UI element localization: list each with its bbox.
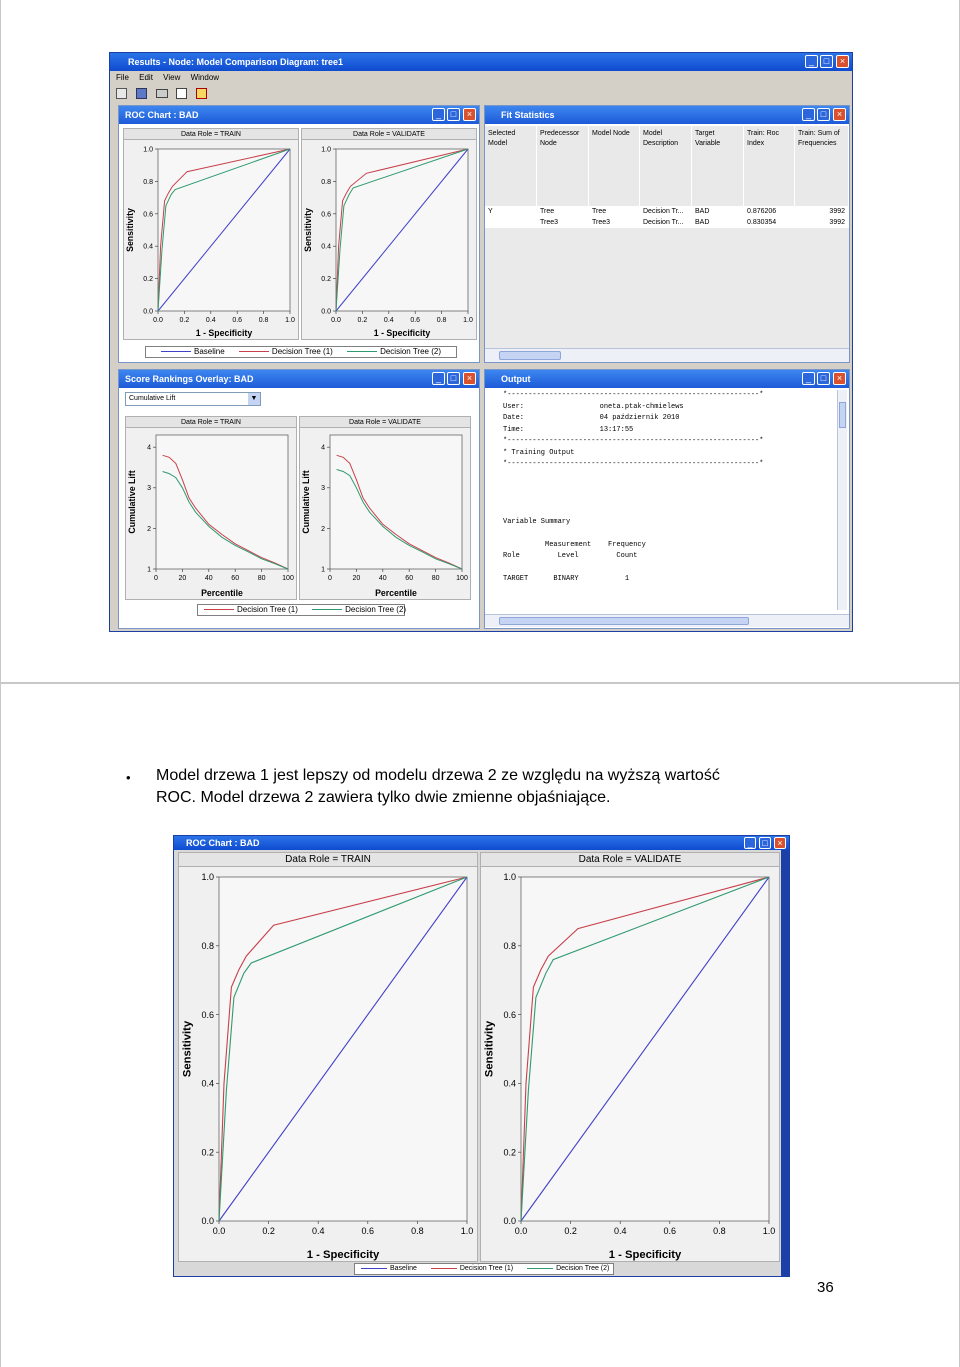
- menu-view[interactable]: View: [163, 73, 181, 82]
- slide-bottom: [0, 683, 960, 1367]
- plot-area: [156, 435, 288, 569]
- big-maximize-icon[interactable]: □: [759, 837, 771, 849]
- fit-row-1[interactable]: [485, 206, 849, 217]
- cell: Decision Tr...: [643, 219, 684, 226]
- score-close-icon[interactable]: ×: [463, 372, 476, 385]
- y-tick-label: 0.6: [503, 1009, 516, 1020]
- score-maximize-icon[interactable]: □: [447, 372, 460, 385]
- big-minimize-icon[interactable]: _: [744, 837, 756, 849]
- edit-icon[interactable]: [196, 88, 207, 99]
- cell: BAD: [695, 219, 710, 226]
- vscroll-thumb[interactable]: [839, 402, 846, 428]
- big-train-panel: [178, 852, 478, 1262]
- y-tick-label: 0.4: [143, 243, 153, 251]
- statistic-dropdown[interactable]: [125, 392, 261, 406]
- save-icon[interactable]: [136, 88, 147, 99]
- roc-train-chart: [124, 141, 298, 339]
- x-tick-label: 0.6: [663, 1226, 677, 1236]
- x-tick-label: 20: [178, 575, 187, 582]
- y-tick-label: 0.8: [503, 940, 516, 951]
- x-tick-label: 0.2: [564, 1226, 577, 1236]
- output-text: [503, 390, 825, 610]
- legend-baseline: Baseline: [161, 347, 225, 357]
- pane-maximize-icon[interactable]: □: [447, 108, 460, 121]
- output-line: *------------------------------------------------------------*: [503, 391, 764, 399]
- chevron-down-icon[interactable]: ▼: [248, 393, 260, 405]
- fit-statistics-pane: [484, 105, 850, 363]
- x-tick-label: 20: [352, 575, 361, 582]
- output-pane-title: Output: [485, 370, 849, 388]
- y-tick-label: 0.6: [321, 211, 331, 219]
- y-tick-label: 0.6: [201, 1009, 214, 1020]
- cell: Tree: [592, 208, 607, 215]
- x-tick-label: 0: [154, 575, 158, 582]
- x-tick-label: 0: [328, 575, 332, 582]
- x-tick-label: 1.0: [463, 317, 473, 324]
- fit-pane-title: Fit Statistics: [485, 106, 849, 124]
- open-icon[interactable]: [116, 88, 127, 99]
- x-tick-label: 0.0: [331, 317, 341, 324]
- bullet-line-1: Model drzewa 1 jest lepszy od modelu drzewa 2 ze względu na wyższą wartość: [156, 767, 720, 784]
- dropdown-value: Cumulative Lift: [129, 395, 176, 402]
- menu-bar: [110, 71, 852, 85]
- score-rankings-pane: [118, 369, 480, 629]
- y-tick-label: 1.0: [143, 146, 153, 154]
- col-selected-model[interactable]: Selected Model: [485, 126, 537, 206]
- plot-area: [330, 435, 462, 569]
- x-tick-label: 1.0: [460, 1226, 474, 1236]
- fit-minimize-icon[interactable]: _: [802, 108, 815, 121]
- output-maximize-icon[interactable]: □: [817, 372, 830, 385]
- roc-pane-title: ROC Chart : BAD: [119, 106, 479, 124]
- x-tick-label: 0.0: [153, 317, 163, 324]
- output-minimize-icon[interactable]: _: [802, 372, 815, 385]
- y-tick-label: 0.4: [321, 243, 331, 251]
- output-close-icon[interactable]: ×: [833, 372, 846, 385]
- output-line: User: oneta.ptak-chmielews: [503, 402, 684, 411]
- bullet-text: [156, 765, 720, 809]
- output-line: Role Level Count: [503, 552, 638, 560]
- hscroll-thumb[interactable]: [499, 617, 749, 625]
- big-train-header: Data Role = TRAIN: [179, 853, 477, 867]
- y-tick-label: 1.0: [503, 872, 516, 883]
- y-tick-label: 0.0: [143, 308, 153, 316]
- y-tick-label: 0.2: [201, 1147, 214, 1158]
- x-tick-label: 0.4: [383, 317, 394, 324]
- col-roc-index[interactable]: Train: Roc Index: [744, 126, 795, 206]
- fit-scrollbar[interactable]: [485, 348, 849, 362]
- fit-maximize-icon[interactable]: □: [817, 108, 830, 121]
- roc-validate-header: Data Role = VALIDATE: [302, 129, 476, 140]
- fit-row-2[interactable]: [485, 217, 849, 228]
- y-tick-label: 0.6: [143, 211, 153, 219]
- slide-top: [0, 0, 960, 683]
- output-hscroll[interactable]: [485, 614, 849, 627]
- cell: Tree: [540, 208, 555, 215]
- y-axis-label: Cumulative Lift: [301, 470, 312, 534]
- results-window: [109, 52, 853, 632]
- output-pane: [484, 369, 850, 629]
- x-tick-label: 60: [231, 575, 240, 582]
- cell: Tree3: [592, 219, 611, 226]
- y-tick-label: 0.8: [321, 178, 331, 186]
- print-icon[interactable]: [156, 89, 168, 98]
- y-tick-label: 0.0: [321, 308, 331, 316]
- y-tick-label: 1: [321, 566, 325, 574]
- y-tick-label: 0.8: [201, 940, 214, 951]
- page-number: 36: [817, 1279, 834, 1296]
- output-line: Date: 04 październik 2010: [503, 414, 680, 422]
- score-pane-title: Score Rankings Overlay: BAD: [119, 370, 479, 388]
- x-tick-label: 0.6: [232, 317, 243, 324]
- big-legend: [354, 1263, 614, 1275]
- cell: Tree3: [540, 219, 559, 226]
- cell: BAD: [695, 208, 710, 215]
- x-tick-label: 0.2: [179, 317, 190, 324]
- big-train-chart: [179, 867, 477, 1261]
- cell: 3992: [829, 219, 845, 226]
- cell: Y: [488, 208, 493, 215]
- x-tick-label: 40: [204, 575, 213, 582]
- big-roc-window: [173, 835, 790, 1277]
- table-icon[interactable]: [176, 88, 187, 99]
- x-tick-label: 0.4: [613, 1226, 627, 1236]
- x-tick-label: 80: [431, 575, 440, 582]
- x-tick-label: 0.8: [713, 1226, 726, 1236]
- big-validate-panel: [480, 852, 780, 1262]
- x-tick-label: 100: [282, 575, 294, 582]
- x-tick-label: 0.4: [205, 317, 216, 324]
- output-line: [503, 528, 825, 540]
- big-legend-tree1: Decision Tree (1): [431, 1264, 513, 1274]
- minimize-icon[interactable]: _: [805, 55, 818, 68]
- output-line: [503, 563, 825, 575]
- output-line: Time: 13:17:55: [503, 425, 634, 434]
- toolbar: [114, 86, 234, 102]
- y-tick-label: 4: [147, 444, 151, 452]
- y-axis-label: Sensitivity: [483, 1020, 496, 1078]
- x-tick-label: 1.0: [285, 317, 295, 324]
- x-tick-label: 0.2: [262, 1226, 275, 1236]
- cell: Decision Tr...: [643, 208, 684, 215]
- legend-tree1: Decision Tree (1): [239, 347, 333, 357]
- col-model-node[interactable]: Model Node: [589, 126, 640, 206]
- roc-chart-pane: [118, 105, 480, 363]
- lift-legend: [197, 604, 405, 616]
- x-axis-label: 1 - Specificity: [195, 328, 253, 338]
- lift-train-panel: [125, 416, 297, 600]
- pane-minimize-icon[interactable]: _: [432, 108, 445, 121]
- lift-validate-panel: [299, 416, 471, 600]
- x-tick-label: 0.0: [212, 1226, 226, 1236]
- pane-close-icon[interactable]: ×: [463, 108, 476, 121]
- col-target-variable[interactable]: Target Variable: [692, 126, 744, 206]
- output-line: TARGET BINARY 1: [503, 575, 630, 583]
- x-tick-label: 0.2: [357, 317, 368, 324]
- lift-validate-header: Data Role = VALIDATE: [300, 417, 470, 428]
- output-line: [503, 482, 825, 494]
- output-line: *------------------------------------------------------------*: [503, 437, 764, 445]
- y-tick-label: 2: [147, 525, 151, 533]
- y-axis-label: Sensitivity: [125, 208, 136, 252]
- big-roc-title: ROC Chart : BAD: [186, 838, 260, 848]
- col-model-description[interactable]: Model Description: [640, 126, 692, 206]
- scroll-thumb[interactable]: [499, 351, 561, 360]
- y-tick-label: 2: [321, 525, 325, 533]
- big-close-icon[interactable]: ×: [774, 837, 786, 849]
- bullet-dot: •: [126, 770, 131, 785]
- x-axis-label: 1 - Specificity: [373, 328, 431, 338]
- window-title: Results - Node: Model Comparison Diagram: tree1: [128, 57, 344, 67]
- x-tick-label: 0.6: [410, 317, 421, 324]
- output-line: *------------------------------------------------------------*: [503, 460, 764, 468]
- output-line: * Training Output: [503, 448, 575, 457]
- x-tick-label: 0.0: [514, 1226, 528, 1236]
- x-axis-label: 1 - Specificity: [306, 1249, 380, 1261]
- y-axis-label: Sensitivity: [181, 1020, 194, 1078]
- output-line: [503, 494, 825, 506]
- x-tick-label: 0.6: [361, 1226, 375, 1236]
- x-tick-label: 0.4: [311, 1226, 325, 1236]
- menu-window[interactable]: Window: [190, 73, 220, 82]
- x-tick-label: 60: [405, 575, 414, 582]
- window-title-bar: [110, 53, 852, 71]
- x-axis-label: 1 - Specificity: [608, 1249, 682, 1261]
- y-tick-label: 3: [147, 485, 151, 493]
- x-tick-label: 40: [378, 575, 387, 582]
- close-icon[interactable]: ×: [836, 55, 849, 68]
- output-line: [503, 505, 825, 517]
- fit-close-icon[interactable]: ×: [833, 108, 846, 121]
- y-axis-label: Sensitivity: [303, 208, 314, 252]
- col-predecessor-node[interactable]: Predecessor Node: [537, 126, 589, 206]
- y-tick-label: 0.2: [321, 276, 331, 284]
- y-axis-label: Cumulative Lift: [127, 470, 138, 534]
- big-validate-chart: [481, 867, 779, 1261]
- lift-validate-chart: [300, 429, 470, 599]
- y-tick-label: 0.2: [503, 1147, 516, 1158]
- roc-legend: [145, 346, 457, 358]
- x-tick-label: 1.0: [762, 1226, 776, 1236]
- y-tick-label: 0.2: [143, 276, 153, 284]
- output-line: Variable Summary: [503, 517, 571, 526]
- x-tick-label: 0.8: [436, 317, 447, 324]
- y-tick-label: 1: [147, 566, 151, 574]
- score-minimize-icon[interactable]: _: [432, 372, 445, 385]
- x-tick-label: 0.8: [258, 317, 269, 324]
- big-right-border: [781, 850, 789, 1276]
- output-vscroll[interactable]: [837, 390, 847, 610]
- y-tick-label: 0.8: [143, 178, 153, 186]
- y-tick-label: 4: [321, 444, 325, 452]
- x-axis-label: Percentile: [375, 588, 417, 598]
- menu-file[interactable]: File: [116, 73, 129, 82]
- x-tick-label: 100: [456, 575, 468, 582]
- x-tick-label: 80: [257, 575, 266, 582]
- x-axis-label: Percentile: [201, 588, 243, 598]
- y-tick-label: 0.4: [503, 1078, 516, 1089]
- big-roc-title-bar: [174, 836, 789, 850]
- roc-train-panel: [123, 128, 299, 340]
- big-validate-header: Data Role = VALIDATE: [481, 853, 779, 867]
- roc-validate-panel: [301, 128, 477, 340]
- y-tick-label: 1.0: [321, 146, 331, 154]
- y-tick-label: 0.4: [201, 1078, 214, 1089]
- y-tick-label: 0.0: [201, 1216, 214, 1227]
- lift-legend-tree1: Decision Tree (1): [204, 605, 298, 615]
- maximize-icon[interactable]: □: [820, 55, 833, 68]
- cell: 0.830354: [747, 219, 777, 226]
- lift-train-header: Data Role = TRAIN: [126, 417, 296, 428]
- fit-empty-area: [485, 228, 849, 348]
- output-line: Measurement Frequency: [503, 540, 646, 549]
- y-tick-label: 0.0: [503, 1216, 516, 1227]
- y-tick-label: 3: [321, 485, 325, 493]
- cell: 0.876206: [747, 208, 777, 215]
- x-tick-label: 0.8: [411, 1226, 424, 1236]
- roc-train-header: Data Role = TRAIN: [124, 129, 298, 140]
- big-legend-baseline: Baseline: [361, 1264, 417, 1274]
- lift-legend-tree2: Decision Tree (2): [312, 605, 406, 615]
- y-tick-label: 1.0: [201, 872, 214, 883]
- big-legend-tree2: Decision Tree (2): [527, 1264, 609, 1274]
- fit-table-header: [485, 126, 849, 206]
- output-line: [503, 471, 825, 483]
- lift-train-chart: [126, 429, 296, 599]
- roc-validate-chart: [302, 141, 476, 339]
- menu-edit[interactable]: Edit: [139, 73, 153, 82]
- col-sum-frequencies[interactable]: Train: Sum of Frequencies: [795, 126, 849, 206]
- cell: 3992: [829, 208, 845, 215]
- bullet-line-2: ROC. Model drzewa 2 zawiera tylko dwie zmienne objaśniające.: [156, 789, 611, 806]
- legend-tree2: Decision Tree (2): [347, 347, 441, 357]
